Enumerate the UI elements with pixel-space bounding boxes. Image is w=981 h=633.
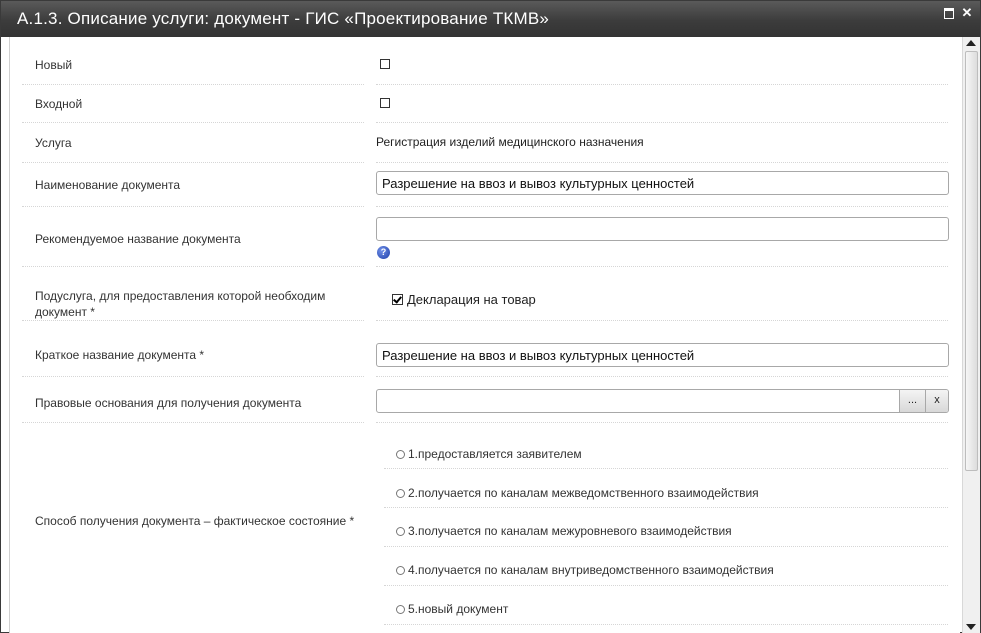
row-incoming — [10, 85, 960, 123]
row-service — [10, 123, 960, 163]
obtain-option-1-radio[interactable] — [396, 450, 405, 459]
subservice-checkbox[interactable] — [392, 294, 403, 305]
label-short-name: Краткое название документа * — [35, 348, 205, 362]
short-name-input[interactable]: Разрешение на ввоз и вывоз культурных ценностей — [376, 343, 949, 367]
maximize-icon — [944, 8, 954, 19]
row-legal-basis — [10, 377, 960, 423]
service-value: Регистрация изделий медицинского назначения — [376, 135, 644, 149]
row-recommended-name — [10, 207, 960, 267]
close-button[interactable] — [961, 7, 973, 19]
row-doc-name — [10, 163, 960, 207]
label-legal-basis: Правовые основания для получения документа — [35, 396, 302, 410]
obtain-option-3-radio[interactable] — [396, 527, 405, 536]
scroll-thumb[interactable] — [965, 51, 978, 471]
scroll-down-arrow-icon[interactable] — [966, 624, 976, 630]
obtain-option-1-label[interactable]: 1.предоставляется заявителем — [408, 447, 582, 461]
obtain-option-2-radio[interactable] — [396, 489, 405, 498]
clear-button[interactable]: x — [925, 390, 948, 412]
label-incoming: Входной — [35, 97, 83, 111]
window-title: А.1.3. Описание услуги: документ - ГИС «Проектирование ТКМВ» — [17, 9, 550, 28]
incoming-checkbox[interactable] — [380, 98, 390, 108]
doc-name-input[interactable]: Разрешение на ввоз и вывоз культурных ценностей — [376, 171, 949, 195]
maximize-button[interactable] — [943, 7, 955, 19]
label-service: Услуга — [35, 136, 72, 150]
label-new: Новый — [35, 58, 73, 72]
scroll-up-arrow-icon[interactable] — [966, 40, 976, 46]
row-obtain-method — [10, 423, 960, 633]
label-recommended-name: Рекомендуемое название документа — [35, 232, 241, 246]
vertical-scrollbar[interactable] — [962, 37, 980, 633]
label-doc-name: Наименование документа — [35, 178, 181, 192]
subservice-option-label: Декларация на товар — [407, 292, 536, 307]
obtain-option-3-label[interactable]: 3.получается по каналам межуровневого взаимодействия — [408, 524, 732, 538]
row-new — [10, 45, 960, 85]
row-short-name — [10, 321, 960, 377]
title-bar[interactable] — [1, 1, 980, 37]
help-icon[interactable]: ? — [377, 246, 390, 259]
obtain-option-2-label[interactable]: 2.получается по каналам межведомственного взаимодействия — [408, 486, 759, 500]
label-obtain-method: Способ получения документа – фактическое состояние * — [35, 514, 355, 528]
close-icon: ✕ — [961, 5, 973, 20]
obtain-option-4-radio[interactable] — [396, 566, 405, 575]
new-checkbox[interactable] — [380, 59, 390, 69]
obtain-option-5-label[interactable]: 5.новый документ — [408, 602, 509, 616]
recommended-name-input[interactable] — [376, 217, 949, 241]
label-subservice: Подуслуга, для предоставления которой необходим документ * — [35, 289, 326, 319]
form-content — [9, 37, 960, 633]
row-subservice — [10, 267, 960, 321]
browse-button[interactable]: ... — [899, 390, 925, 412]
obtain-option-4-label[interactable]: 4.получается по каналам внутриведомственного взаимодействия — [408, 563, 774, 577]
legal-basis-input[interactable] — [376, 389, 949, 413]
obtain-option-5-radio[interactable] — [396, 605, 405, 614]
